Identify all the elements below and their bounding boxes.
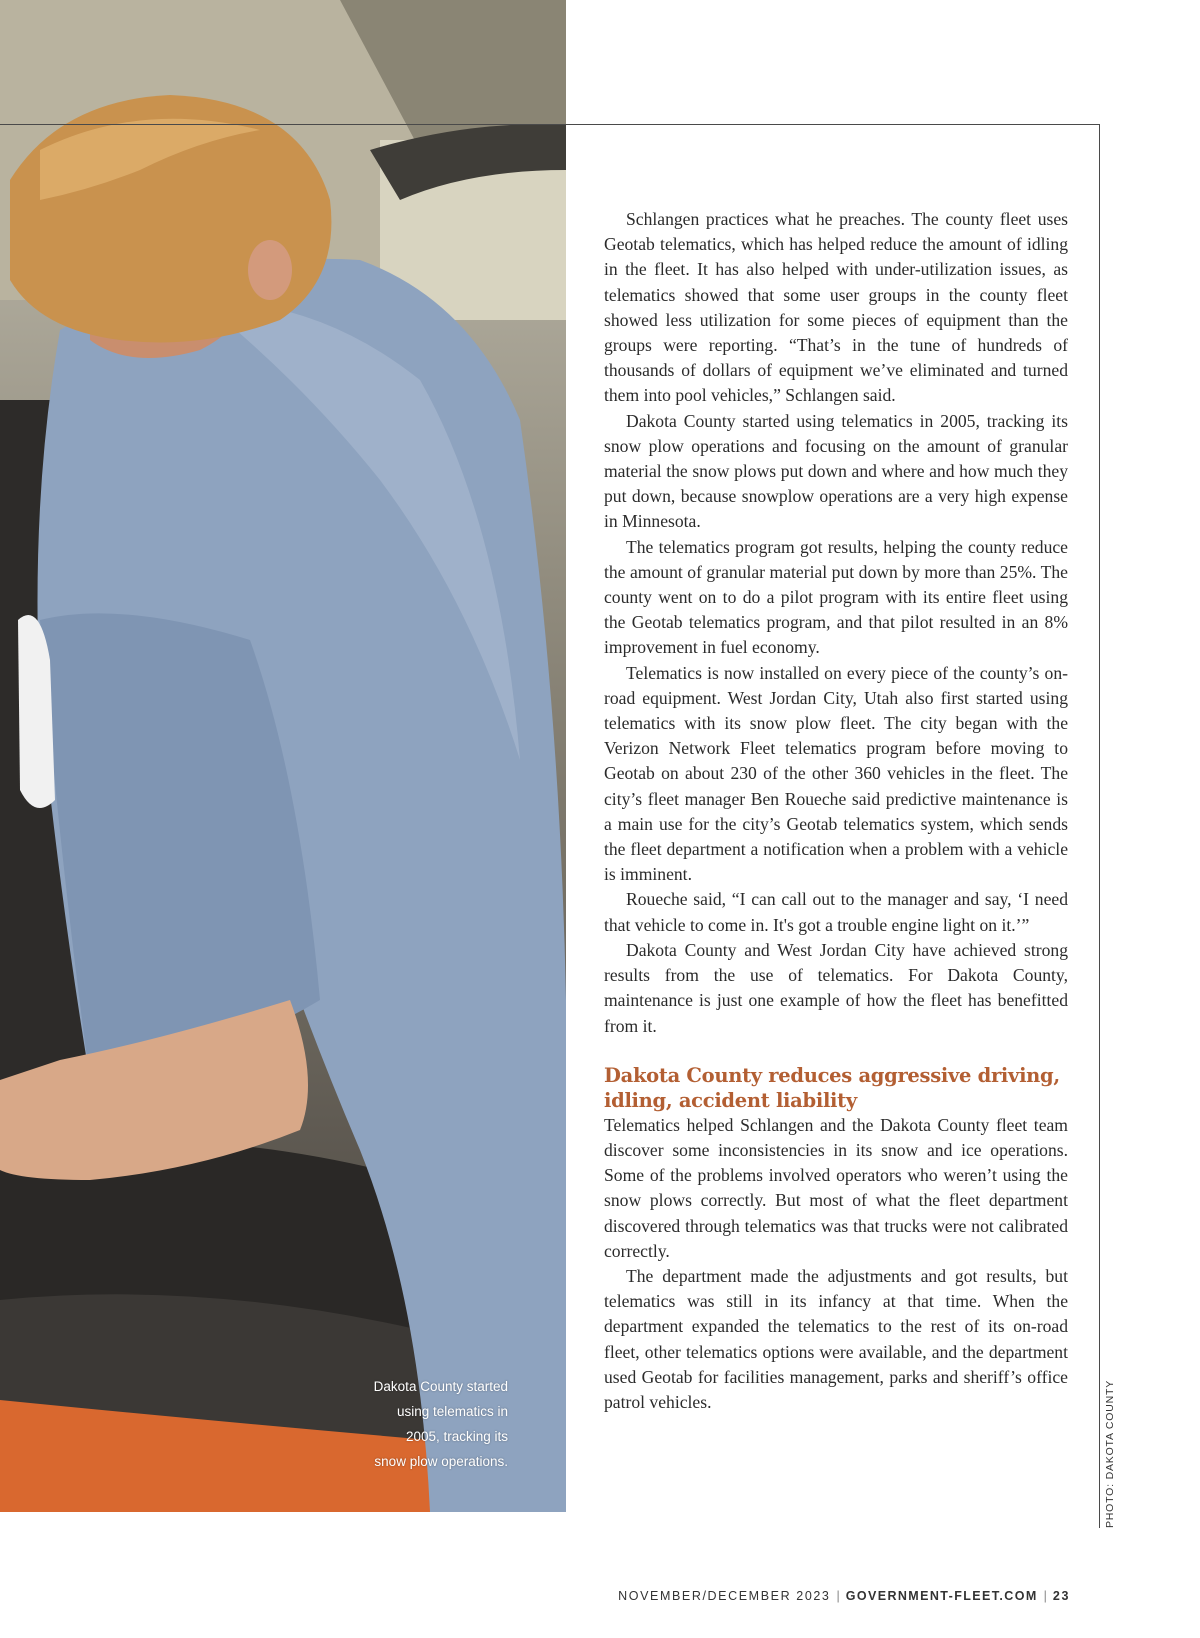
footer-separator: | bbox=[1043, 1589, 1047, 1603]
article-paragraph: Dakota County and West Jordan City have achieved strong results from the use of telematics. For Dakota County, maintenance is just one example of how the fleet has benefitted from it. bbox=[604, 939, 1068, 1036]
article-photo bbox=[0, 0, 566, 1512]
photo-caption bbox=[338, 1374, 508, 1474]
footer-separator: | bbox=[836, 1589, 840, 1603]
article-paragraph: The department made the adjustments and got results, but telematics was still in its infancy at that time. When the department expanded the telematics to the rest of its on-road fleet, other telematics options were available, and the department used Geotab for facilities management, parks and sheriff’s office patrol vehicles. bbox=[604, 1265, 1068, 1412]
article-paragraph: The telematics program got results, helping the county reduce the amount of granular material put down by more than 25%. The county went on to do a pilot program with its entire fleet using the Geotab telematics program, and that pilot resulted in an 8% improvement in fuel economy. bbox=[604, 536, 1068, 658]
publication-name: GOVERNMENT-FLEET.COM bbox=[845, 1589, 1038, 1603]
top-rule bbox=[0, 124, 1100, 125]
issue-date: NOVEMBER/DECEMBER 2023 bbox=[618, 1589, 831, 1603]
page-number: 23 bbox=[1052, 1589, 1070, 1603]
section-subhead: Dakota County reduces aggressive driving, idling, accident liability bbox=[604, 1063, 1060, 1112]
photo-credit: PHOTO: DAKOTA COUNTY bbox=[1104, 1379, 1116, 1528]
caption-line: Dakota County started bbox=[373, 1379, 508, 1394]
worker-photo-illustration bbox=[0, 0, 566, 1512]
caption-line: using telematics in bbox=[396, 1404, 508, 1419]
article-paragraph: Dakota County started using telematics in 2005, tracking its snow plow operations and focusing on the amount of granular material the snow plows put down and where and how much they put down, because snowplow operations are a very high expense in Minnesota. bbox=[604, 410, 1068, 532]
article-paragraph: Roueche said, “I can call out to the manager and say, ‘I need that vehicle to come in. It's got a trouble engine light on it.’” bbox=[604, 889, 1068, 935]
article-paragraph: Telematics helped Schlangen and the Dakota County fleet team discover some inconsistencies in its snow and ice operations. Some of the problems involved operators who weren’t using the snow plows correctly. But most of what the fleet department discovered through telematics was that trucks were not calibrated correctly. bbox=[604, 1114, 1068, 1261]
right-rule bbox=[1099, 124, 1100, 1528]
article-body bbox=[604, 207, 1068, 1415]
page-footer bbox=[618, 1589, 1070, 1603]
caption-line: snow plow operations. bbox=[374, 1454, 508, 1469]
caption-line: 2005, tracking its bbox=[405, 1429, 508, 1444]
article-paragraph: Telematics is now installed on every piece of the county’s on-road equipment. West Jordan City, Utah also first started using telematics with its snow plow fleet. The city began with the Verizon Network Fleet telematics program before moving to Geotab on about 230 of the other 360 vehicles in the fleet. The city’s fleet manager Ben Roueche said predictive maintenance is a main use for the city’s Geotab telematics system, which sends the fleet department a notification when a problem with a vehicle is imminent. bbox=[604, 662, 1068, 885]
article-paragraph: Schlangen practices what he preaches. The county fleet uses Geotab telematics, which has helped reduce the amount of idling in the fleet. It has also helped with under-utilization issues, as telematics showed that some user groups in the county fleet showed less utilization for some pieces of equipment than the groups were reporting. “That’s in the tune of hundreds of thousands of dollars of equipment we’ve eliminated and turned them into pool vehicles,” Schlangen said. bbox=[604, 209, 1068, 406]
